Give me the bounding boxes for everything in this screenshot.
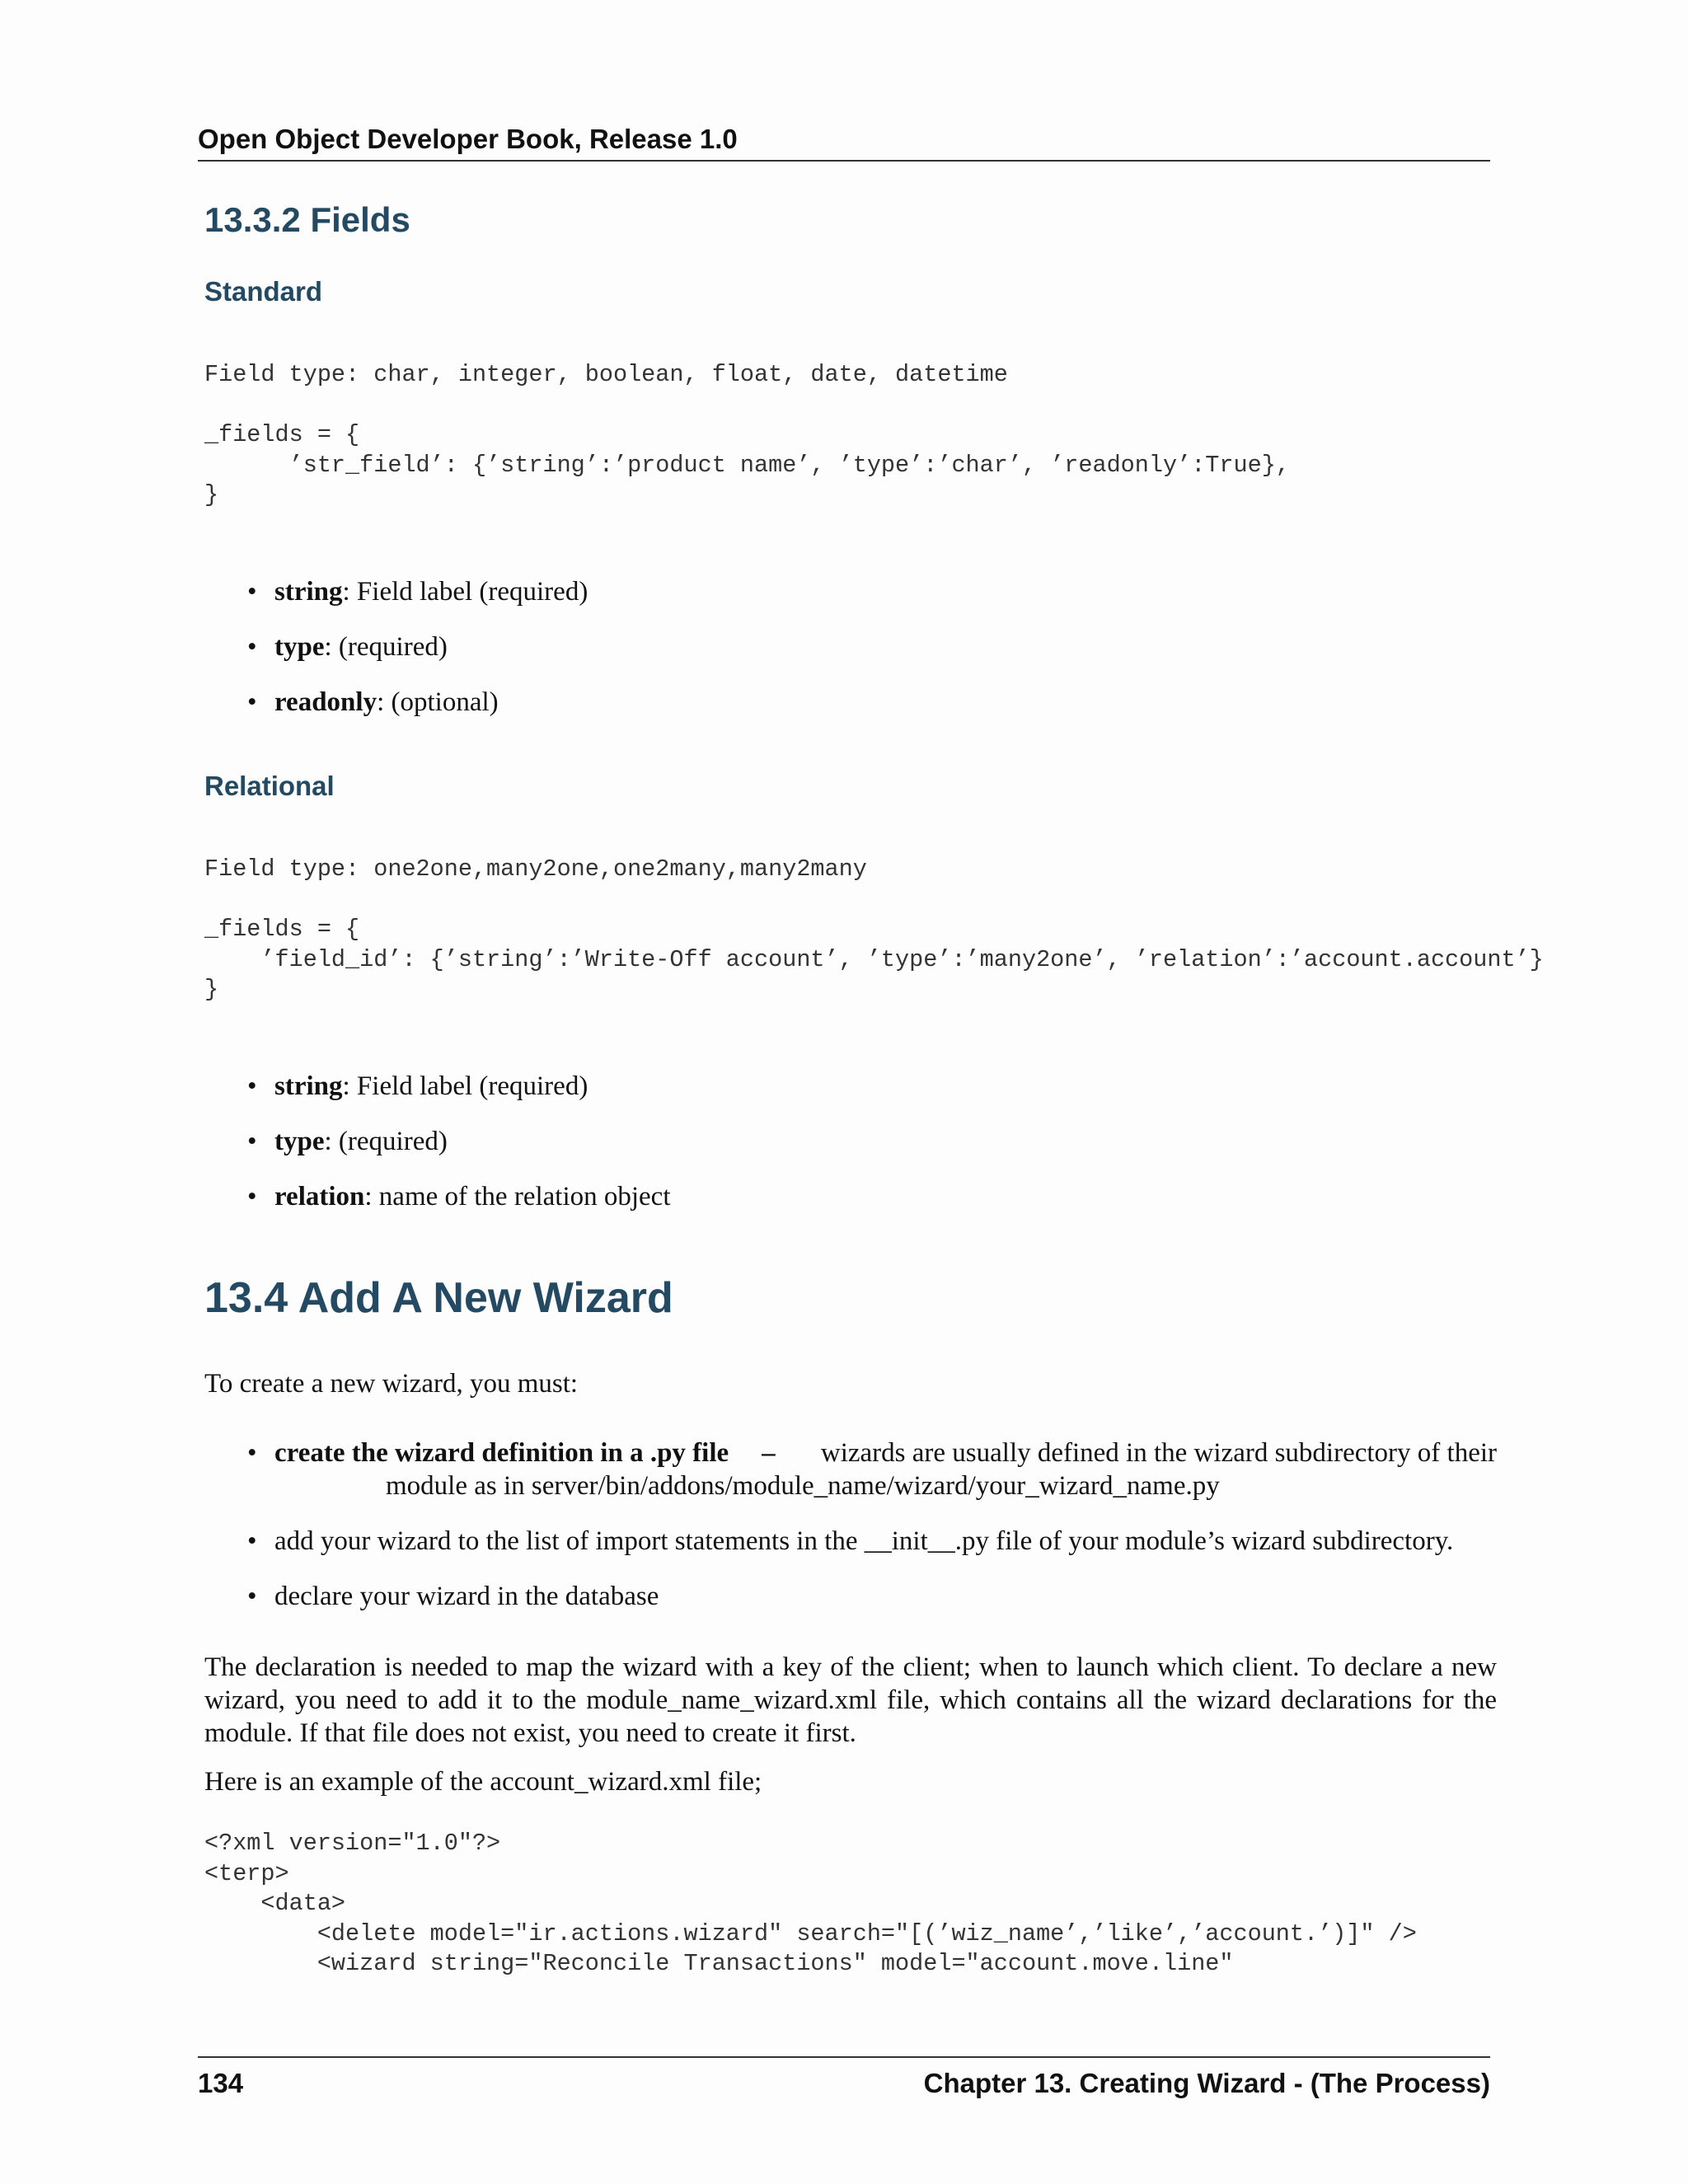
subsection-heading-standard: Standard xyxy=(204,276,323,307)
attribute-description: : (required) xyxy=(324,632,448,662)
section-heading-add-wizard: 13.4 Add A New Wizard xyxy=(204,1274,673,1322)
section-heading-fields: 13.3.2 Fields xyxy=(204,200,410,239)
attribute-term: type xyxy=(274,1127,325,1156)
definition-description: wizards are usually defined in the wizard subdirectory of their xyxy=(820,1438,1497,1468)
definition-term: create the wizard definition in a .py file xyxy=(274,1438,729,1468)
list-item xyxy=(247,1580,1497,1613)
list-item-text: declare your wizard in the database xyxy=(274,1582,659,1611)
list-item xyxy=(247,1525,1497,1558)
list-item-text: add your wizard to the list of import statements in the __init__.py file of your module’s wizard subdirectory. xyxy=(274,1526,1454,1556)
attribute-description: : (optional) xyxy=(377,687,499,717)
list-item xyxy=(247,686,588,741)
page-number: 134 xyxy=(198,2068,244,2098)
example-intro-paragraph: Here is an example of the account_wizard.xml file; xyxy=(204,1767,762,1797)
list-item xyxy=(247,575,588,630)
subsection-heading-relational: Relational xyxy=(204,771,335,801)
code-block-standard: Field type: char, integer, boolean, float, date, datetime _fields = { ’str_field’: {’string’:’product name’, ’type’:’char’, ’readonly’:True}, } xyxy=(204,361,1290,509)
attribute-term: type xyxy=(274,632,325,662)
standard-attributes-list xyxy=(247,575,588,741)
wizard-steps-list xyxy=(247,1436,1497,1613)
intro-paragraph: To create a new wizard, you must: xyxy=(204,1369,579,1399)
attribute-description: : (required) xyxy=(324,1127,448,1156)
attribute-term: readonly xyxy=(274,687,377,717)
declaration-paragraph: The declaration is needed to map the wizard with a key of the client; when to launch which client. To declare a new wizard, you need to add it to the module_name_wizard.xml file, which contains all the wizard declarations for the module. If that file does not exist, you need to create it first. xyxy=(204,1652,1497,1748)
definition-term-group xyxy=(274,1436,789,1469)
relational-attributes-list xyxy=(247,1070,671,1235)
attribute-term: relation xyxy=(274,1182,365,1212)
list-item xyxy=(247,1125,671,1180)
attribute-description: : Field label (required) xyxy=(342,1071,588,1101)
running-footer xyxy=(198,2056,1490,2099)
chapter-title: Chapter 13. Creating Wizard - (The Process) xyxy=(923,2068,1490,2098)
code-block-relational: Field type: one2one,many2one,one2many,many2many _fields = { ’field_id’: {’string’:’Write-Off account’, ’type’:’many2one’, ’relation’:’account.account’} } xyxy=(204,855,1544,1003)
attribute-description: : name of the relation object xyxy=(364,1182,671,1212)
definition-description-continued: module as in server/bin/addons/module_name/wizard/your_wizard_name.py xyxy=(386,1471,1220,1501)
attribute-description: : Field label (required) xyxy=(342,577,588,607)
list-item xyxy=(247,630,588,686)
list-item xyxy=(247,1180,671,1235)
attribute-term: string xyxy=(274,577,343,607)
definition-line xyxy=(274,1436,1497,1469)
list-item xyxy=(247,1436,1497,1502)
list-item xyxy=(247,1070,671,1125)
attribute-term: string xyxy=(274,1071,343,1101)
code-block-xml: <?xml version="1.0"?> <terp> <data> <delete model="ir.actions.wizard" search="[(’wiz_name’,’like’,’account.’)]" /> <wizard string="Reconcile Transactions" model="account.move.line" xyxy=(204,1830,1417,1977)
running-header: Open Object Developer Book, Release 1.0 xyxy=(198,124,1490,162)
definition-dash: – xyxy=(762,1438,776,1468)
